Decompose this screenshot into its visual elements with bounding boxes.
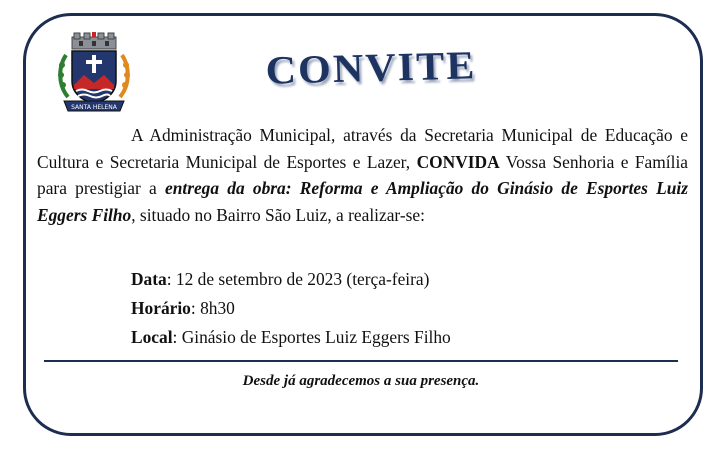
detail-time <box>131 294 451 323</box>
event-details <box>131 265 451 352</box>
detail-value: : 12 de setembro de 2023 (terça-feira) <box>166 269 430 289</box>
page-title: CONVITE <box>265 42 477 93</box>
intro-part1: A Administração Municipal, através da Secretaria Municipal de Educação e Cultura e Secretaria Municipal de Esportes e Lazer, <box>37 125 688 172</box>
detail-value: : Ginásio de Esportes Luiz Eggers Filho <box>172 327 451 347</box>
municipal-crest-icon <box>52 31 136 113</box>
event-name: entrega da obra: Reforma e Ampliação do Ginásio de Esportes Luiz Eggers Filho <box>37 178 688 225</box>
detail-label: Local <box>131 327 173 347</box>
divider <box>44 360 678 362</box>
invitation-body <box>37 122 688 228</box>
closing-note: Desde já agradecemos a sua presença. <box>242 373 480 389</box>
intro-part3: , situado no Bairro São Luiz, a realizar-se: <box>131 204 425 225</box>
intro-convida: CONVIDA <box>416 151 500 172</box>
detail-location <box>131 323 451 352</box>
crest-motto: SANTA HELENA <box>71 104 117 111</box>
detail-date <box>131 265 451 294</box>
detail-label: Data <box>131 269 167 289</box>
intro-paragraph <box>37 122 688 228</box>
intro-part2: Vossa Senhoria e Família para prestigiar a <box>37 151 688 198</box>
detail-value: : 8h30 <box>190 298 235 318</box>
detail-label: Horário <box>131 298 191 318</box>
